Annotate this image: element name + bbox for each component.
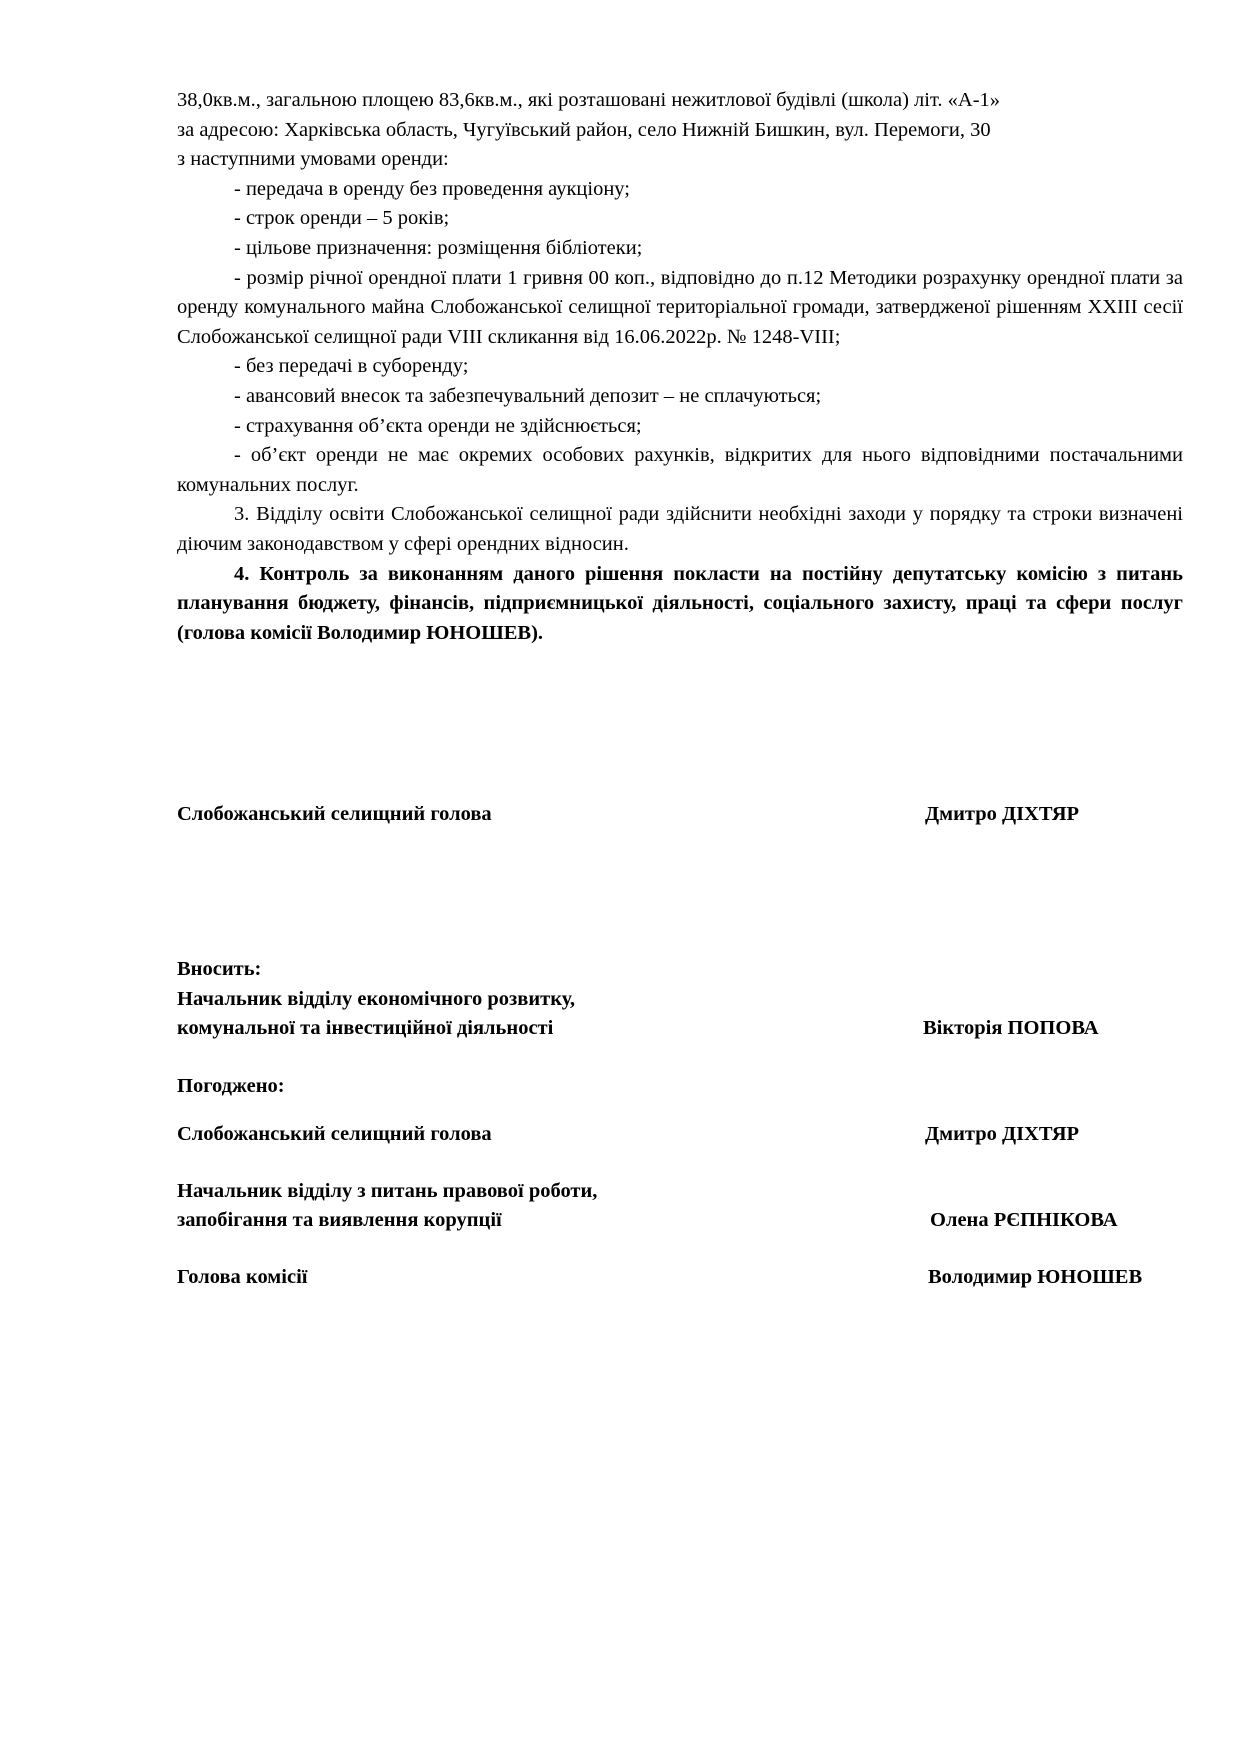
condition-item: - цільове призначення: розміщення бібліотеки; (234, 236, 643, 259)
legal-title-line-2: запобігання та виявлення корупції (177, 1209, 502, 1231)
econ-title-line-1: Начальник відділу економічного розвитку, (177, 988, 576, 1010)
item-4: 4. Контроль за виконанням даного рішення покласти на постійну депутатську комісію з питань планування бюджету, фінансів, підприємницької діяльності, соціального захисту, праці та сфери послуг (голова комісії Володимир ЮНОШЕВ). (177, 562, 1183, 644)
condition-item: - передача в оренду без проведення аукціону; (234, 177, 630, 200)
head-name: Дмитро ДІХТЯР (925, 803, 1080, 825)
legal-title-line-1: Начальник відділу з питань правової роботи, (177, 1180, 598, 1202)
intro-line-1: 38,0кв.м., загальною площею 83,6кв.м., які розташовані нежитлової будівлі (школа) літ. «А-1» (177, 89, 1001, 111)
intro-line-3: з наступними умовами оренди: (177, 148, 449, 171)
econ-name: Вікторія ПОПОВА (923, 1017, 1099, 1039)
submits-label: Вносить: (177, 958, 262, 980)
commission-title: Голова комісії (177, 1266, 308, 1288)
commission-name: Володимир ЮНОШЕВ (928, 1266, 1143, 1288)
decision-body (177, 86, 1183, 648)
accounts-paragraph: - об’єкт оренди не має окремих особових рахунків, відкритих для нього відповідними постачальними комунальних послуг. (177, 444, 1183, 496)
condition-item: - строк оренди – 5 років; (234, 207, 450, 230)
agreed-label: Погоджено: (177, 1075, 285, 1097)
item-3: 3. Відділу освіти Слобожанської селищної ради здійснити необхідні заходи у порядку та строки визначені діючим законодавством у сфері орендних відносин. (177, 503, 1183, 555)
agreed-head-name: Дмитро ДІХТЯР (925, 1123, 1080, 1145)
agreed-head-title: Слобожанський селищний голова (177, 1123, 492, 1145)
condition-item: - страхування об’єкта оренди не здійснюється; (234, 414, 642, 437)
rent-paragraph: - розмір річної орендної плати 1 гривня 00 коп., відповідно до п.12 Методики розрахунку орендної плати за оренду комунального майна Слобожанської селищної територіальної громади, затвердженої рішенням XXIII сесії Слобожанської селищної ради VIII скликання від 16.06.2022р. № 1248-VIII; (177, 266, 1183, 348)
legal-name: Олена РЄПНІКОВА (930, 1209, 1118, 1231)
intro-line-2: за адресою: Харківська область, Чугуївський район, село Нижній Бишкин, вул. Перемоги, 30 (177, 118, 991, 141)
econ-title-line-2: комунальної та інвестиційної діяльності (177, 1017, 554, 1039)
condition-item: - авансовий внесок та забезпечувальний депозит – не сплачуються; (234, 384, 822, 407)
head-title: Слобожанський селищний голова (177, 803, 492, 825)
condition-item: - без передачі в суборенду; (234, 355, 469, 378)
